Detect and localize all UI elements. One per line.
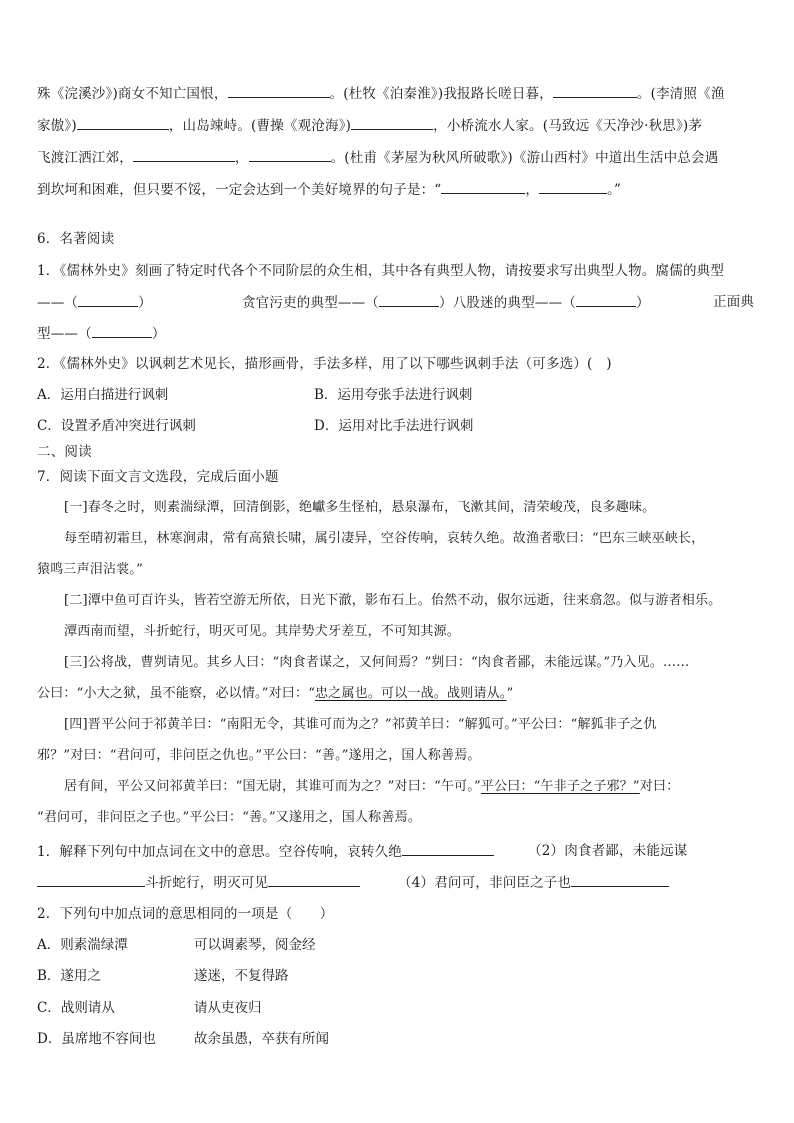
- poetry-text: ，: [234, 150, 249, 166]
- answer-blank[interactable]: [379, 292, 439, 307]
- passage-4-line-4: “君问可，非问臣之子也。”平公曰：“善。”又遂用之，国人称善焉。: [37, 810, 421, 825]
- passage-4-line-3: [64, 777, 679, 797]
- answer-blank[interactable]: [571, 872, 669, 887]
- passage-1-line-1: [一]春冬之时，则素湍绿潭，回清倒影，绝巘多生怪柏，悬泉瀑布，飞漱其间，清荣峻茂，良多趣味。: [64, 500, 656, 515]
- underlined-sentence: 忠之属也。可以一战。战则请从。: [315, 686, 507, 701]
- poetry-text: ，山岛竦峙。(曹操《观沧海》): [168, 118, 352, 134]
- choice-b-right: 遂迷，不复得路: [194, 968, 289, 984]
- answer-blank[interactable]: [228, 83, 330, 98]
- q6-1-line-2: [37, 292, 152, 313]
- passage-3-line-2: [37, 684, 513, 704]
- option-b[interactable]: B．运用夸张手法进行讽刺: [314, 387, 473, 403]
- passage-1-line-2: 每至晴初霜旦，林寒涧肃，常有高猿长啸，属引凄异，空谷传响，哀转久绝。故渔者歌曰：“巴东三峡巫峡长，: [64, 531, 705, 546]
- q6-1-text: 1．《儒林外史》刻画了特定时代各个不同阶层的众生相，其中各有典型人物，请按要求写出典型人物。腐儒的典型: [37, 263, 725, 279]
- question-text: （4）君问可，非问臣之子也: [398, 875, 572, 891]
- section-title-reading: 二、阅读: [37, 444, 92, 460]
- poetry-text: 。”: [607, 182, 622, 198]
- option-d[interactable]: D．运用对比手法进行讽刺: [314, 418, 474, 434]
- poetry-text: 飞渡江洒江郊，: [37, 150, 133, 166]
- choice-c-right: 请从吏夜归: [194, 1000, 262, 1016]
- passage-text: 公曰：“小大之狱，虽不能察，必以情。”对曰：“: [37, 686, 316, 701]
- subq-1-line-1: [37, 841, 494, 862]
- question-text: 1．解释下列句中加点词在文中的意思。空谷传响，哀转久绝: [37, 844, 402, 860]
- answer-blank[interactable]: [78, 292, 138, 307]
- question-text: 斗折蛇行，明灭可见: [145, 875, 269, 891]
- poetry-text: 。(杜甫《茅屋为秋风所破歌》)《游山西村》中道出生活中总会遇: [330, 150, 719, 166]
- answer-blank[interactable]: [77, 115, 169, 130]
- category-text: 贪官污吏的典型——（: [242, 295, 379, 311]
- poetry-line-4: [37, 179, 621, 200]
- poetry-text: ，小桥流水人家。(马致远《天净沙·秋思》)茅: [433, 118, 703, 134]
- category-text: 型——（: [37, 326, 92, 342]
- passage-1-line-3: 猿鸣三声泪沾裳。”: [37, 562, 143, 577]
- passage-2-line-2: 潭西南而望，斗折蛇行，明灭可见。其岸势犬牙差互，不可知其源。: [64, 624, 461, 639]
- poetry-line-1: [37, 83, 725, 104]
- q6-1-line-2c: 正面典: [713, 294, 755, 310]
- option-c[interactable]: C．设置矛盾冲突进行讽刺: [37, 418, 196, 434]
- passage-4-line-1: [四]晋平公问于祁黄羊曰：“南阳无令，其谁可而为之？”祁黄羊曰：“解狐可。”平公曰：“解狐非子之仇: [64, 717, 657, 732]
- choice-d[interactable]: D．虽席地不容间也: [37, 1031, 156, 1047]
- passage-2-line-1: [二]潭中鱼可百许头，皆若空游无所依，日光下澈，影布石上。佁然不动，俶尔远逝，往来翕忽。似与游者相乐。: [64, 593, 722, 608]
- q7-text: 7．阅读下面文言文选段，完成后面小题: [37, 469, 279, 485]
- option-a[interactable]: A．运用白描进行讽刺: [37, 387, 169, 403]
- answer-blank[interactable]: [268, 872, 360, 887]
- poetry-text: 到坎坷和困难，但只要不馁，一定会达到一个美好境界的句子是：“: [37, 182, 442, 198]
- q6-2-text: 2．《儒林外史》以讽刺艺术见长，描形画骨，手法多样，用了以下哪些讽刺手法（可多选）( ): [37, 356, 612, 372]
- poetry-text: 。(杜牧《泊秦淮》)我报路长嗟日暮，: [329, 86, 553, 102]
- passage-4-line-2: 邪？”对曰：“君问可，非问臣之仇也。”平公曰：“善。”遂用之，国人称善焉。: [37, 748, 481, 763]
- choice-d-right: 故余虽愚，卒获有所闻: [194, 1031, 329, 1047]
- answer-blank[interactable]: [441, 179, 525, 194]
- passage-3-line-1: [三]公将战，曹刿请见。其乡人曰：“肉食者谋之，又何间焉？”刿曰：“肉食者鄙，未能远谋。”乃入见。……: [64, 655, 690, 670]
- poetry-line-3: [37, 147, 718, 168]
- choice-a-right: 可以调素琴，阅金经: [194, 937, 316, 953]
- answer-blank[interactable]: [249, 147, 331, 162]
- poetry-text: ，: [525, 182, 540, 198]
- q6-1-line-3: [37, 323, 166, 344]
- paren-text: ）: [636, 295, 650, 311]
- passage-text: ”: [506, 686, 514, 701]
- answer-blank[interactable]: [133, 147, 235, 162]
- poetry-line-2: [37, 115, 702, 136]
- q6-1-line-2b: [242, 292, 650, 313]
- paren-text: ）: [138, 295, 152, 311]
- poetry-text: 殊《浣溪沙》)商女不知亡国恨，: [37, 86, 228, 102]
- passage-text: 对曰：: [639, 779, 680, 794]
- answer-blank[interactable]: [92, 323, 152, 338]
- poetry-text: 家傲》): [37, 118, 77, 134]
- answer-blank[interactable]: [553, 83, 637, 98]
- answer-blank[interactable]: [539, 179, 607, 194]
- dash-text: ——（: [37, 295, 79, 311]
- answer-blank[interactable]: [576, 292, 636, 307]
- subq-1-part-2: （2）肉食者鄙，未能远谋: [528, 843, 688, 859]
- poetry-text: 。(李清照《渔: [636, 86, 725, 102]
- subq-2-text: 2．下列句中加点词的意思相同的一项是（ ）: [37, 906, 334, 922]
- category-text: ）八股迷的典型——（: [439, 295, 576, 311]
- answer-blank[interactable]: [37, 872, 145, 887]
- subq-1-line-2: [37, 872, 360, 893]
- choice-a[interactable]: A．则素湍绿潭: [37, 937, 128, 953]
- section-title-q6: 6．名著阅读: [37, 231, 115, 247]
- choice-c[interactable]: C．战则请从: [37, 1000, 115, 1016]
- subq-1-part-4: [398, 872, 669, 893]
- underlined-sentence: 平公曰：“午非子之子邪？”: [480, 779, 640, 794]
- answer-blank[interactable]: [402, 841, 494, 856]
- passage-text: 居有间，平公又问祁黄羊曰：“国无尉，其谁可而为之？”对曰：“午可。”: [64, 779, 481, 794]
- answer-blank[interactable]: [351, 115, 433, 130]
- paren-text: ）: [151, 326, 166, 342]
- choice-b[interactable]: B．遂用之: [37, 968, 101, 984]
